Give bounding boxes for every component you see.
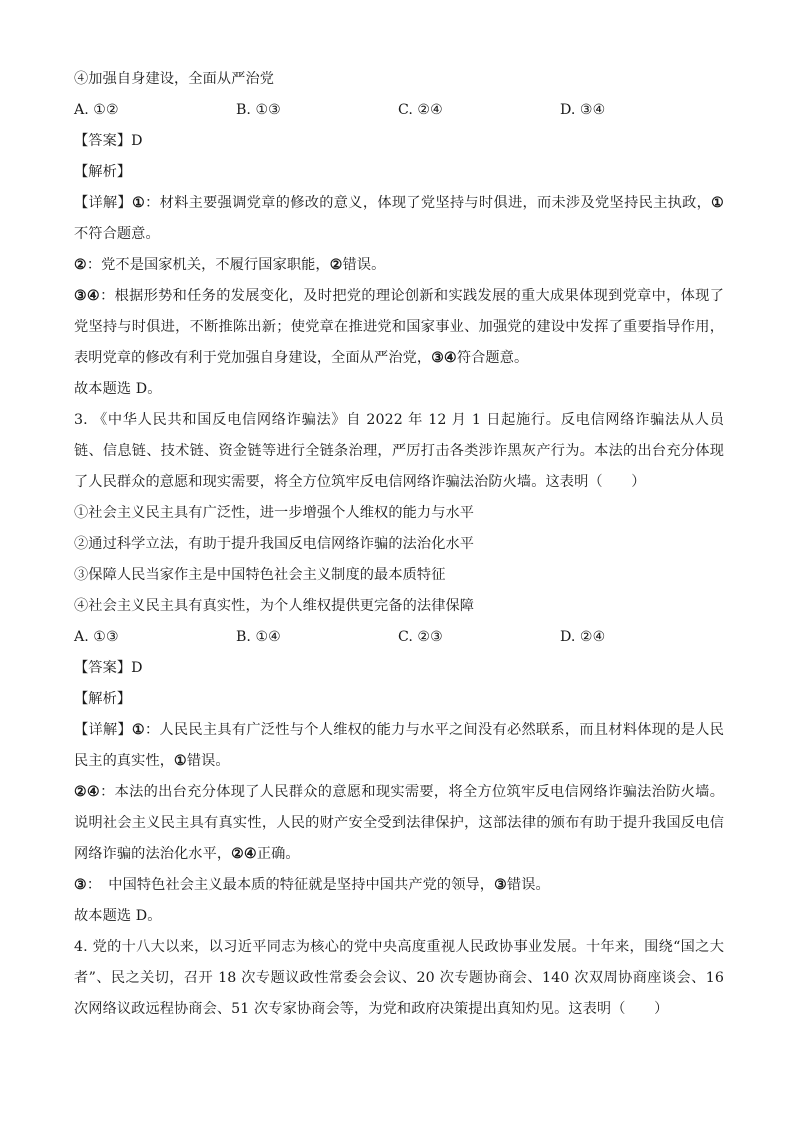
q3-conclusion: 故本题选 D。 xyxy=(74,908,162,924)
q3-options xyxy=(74,622,724,653)
document-page xyxy=(74,64,724,1025)
q3-analysis-tag: 【解析】 xyxy=(74,691,132,707)
q3-statement-1: ①社会主义民主具有广泛性，进一步增强个人维权的能力与水平 xyxy=(74,505,475,521)
q3-statement-2: ②通过科学立法，有助于提升我国反电信网络诈骗的法治化水平 xyxy=(74,536,475,552)
q2-option-c: C. ②④ xyxy=(398,102,443,118)
q2-detail-3: ③④：根据形势和任务的发展变化，及时把党的理论创新和实践发展的重大成果体现到党章中，体现了党坚持与时俱进，不断推陈出新；使党章在推进党和国家事业、加强党的建设中发挥了重要指导作用，表明党章的修改有利于党加强自身建设，全面从严治党，③④符合题意。 xyxy=(74,288,724,366)
q4-stem: 4. 党的十八大以来，以习近平同志为核心的党中央高度重视人民政协事业发展。十年来，围绕“国之大者”、民之关切，召开 18 次专题议政性常委会会议、20 次专题协商会、140 次双周协商座谈会、16 次网络议政远程协商会、51 次专家协商会等，为党和政府决策提出真知灼见。这表明（ ） xyxy=(74,939,724,1017)
q2-options xyxy=(74,95,724,126)
q3-statement-3: ③保障人民当家作主是中国特色社会主义制度的最本质特征 xyxy=(74,567,446,583)
q2-conclusion: 故本题选 D。 xyxy=(74,381,162,397)
q3-option-d: D. ②④ xyxy=(560,629,606,645)
answer-value: D xyxy=(131,660,143,676)
q2-option-d: D. ③④ xyxy=(560,102,606,118)
q2-option-b: B. ①③ xyxy=(236,102,281,118)
q3-answer xyxy=(74,653,724,684)
answer-tag: 【答案】 xyxy=(74,660,132,676)
detail-tag: 【详解】 xyxy=(74,195,133,211)
detail-tag: 【详解】 xyxy=(74,722,132,738)
q3-option-a: A. ①③ xyxy=(74,629,119,645)
q2-answer xyxy=(74,126,724,157)
answer-value: D xyxy=(131,133,143,149)
q3-option-b: B. ①④ xyxy=(236,629,281,645)
q2-detail-1: 【详解】①：材料主要强调党章的修改的意义，体现了党坚持与时俱进，而未涉及党坚持民主执政，①不符合题意。 xyxy=(74,195,724,242)
answer-tag: 【答案】 xyxy=(74,133,132,149)
q2-option-a: A. ①② xyxy=(74,102,119,118)
q3-detail-3: ③： 中国特色社会主义最本质的特征就是坚持中国共产党的领导，③错误。 xyxy=(74,877,550,893)
q2-statement-4: ④加强自身建设，全面从严治党 xyxy=(74,71,275,87)
q2-detail-2: ②：党不是国家机关，不履行国家职能，②错误。 xyxy=(74,257,386,273)
q3-detail-1: 【详解】①：人民民主具有广泛性与个人维权的能力与水平之间没有必然联系，而且材料体现的是人民民主的真实性，①错误。 xyxy=(74,722,724,769)
q2-analysis-tag: 【解析】 xyxy=(74,164,132,180)
q3-detail-2: ②④：本法的出台充分体现了人民群众的意愿和现实需要，将全方位筑牢反电信网络诈骗法治防火墙。说明社会主义民主具有真实性，人民的财产安全受到法律保护，这部法律的颁布有助于提升我国反电信网络诈骗的法治化水平，②④正确。 xyxy=(74,784,724,862)
q3-stem: 3. 《中华人民共和国反电信网络诈骗法》自 2022 年 12 月 1 日起施行。反电信网络诈骗法从人员链、信息链、技术链、资金链等进行全链条治理，严厉打击各类涉诈黑灰产行为。本法的出台充分体现了人民群众的意愿和现实需要，将全方位筑牢反电信网络诈骗法治防火墙。这表明（ ） xyxy=(74,412,724,490)
q3-statement-4: ④社会主义民主具有真实性，为个人维权提供更完备的法律保障 xyxy=(74,598,475,614)
q3-option-c: C. ②③ xyxy=(398,629,443,645)
